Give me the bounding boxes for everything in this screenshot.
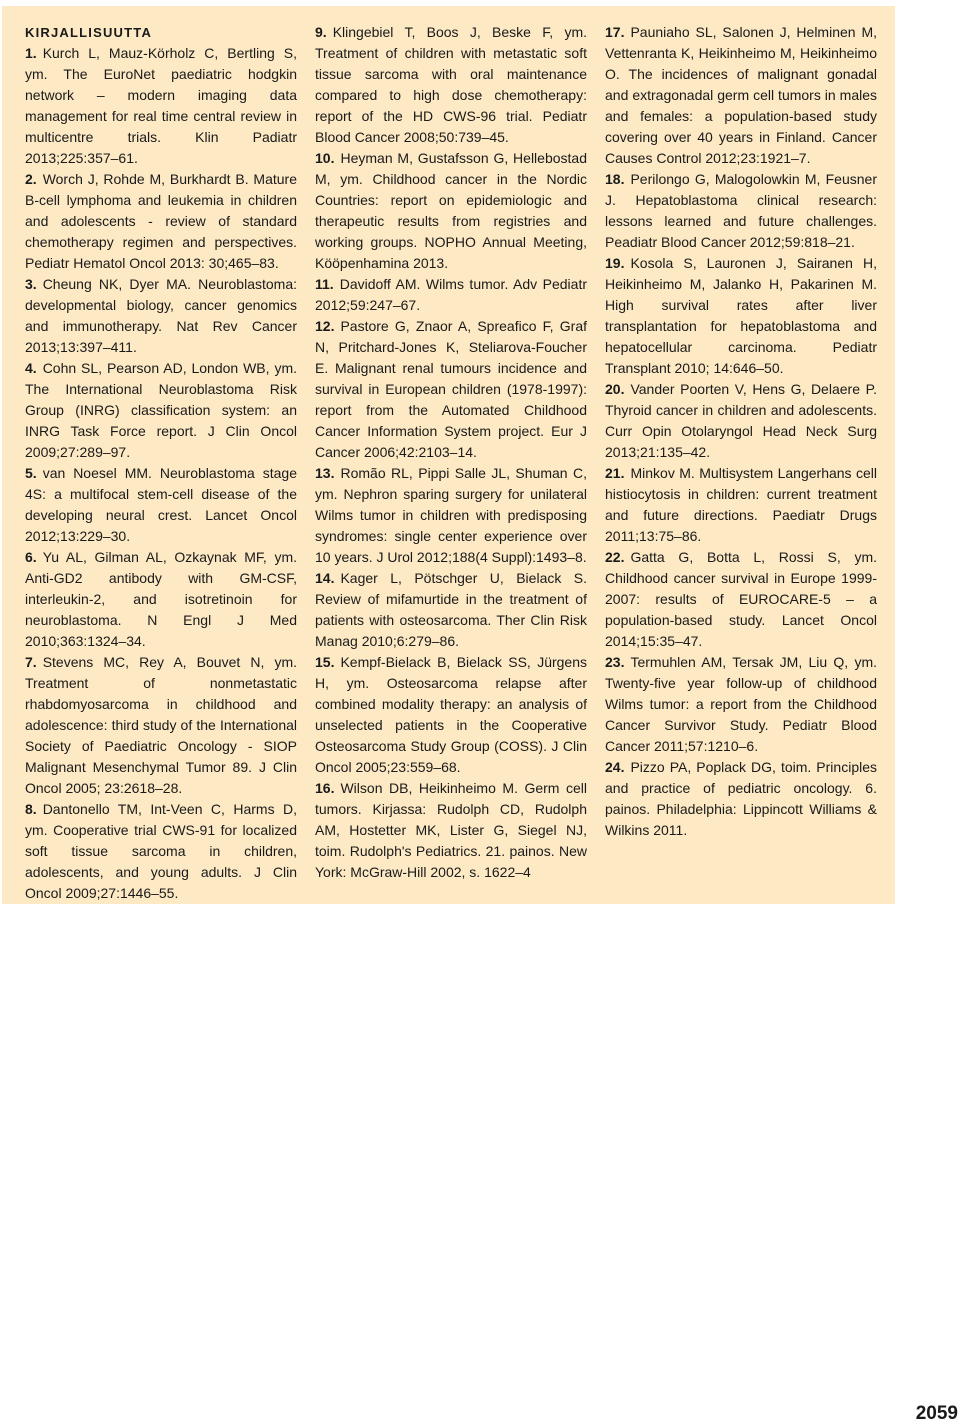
reference-21 (605, 463, 877, 547)
reference-number: 24. (605, 759, 625, 775)
references-column-1 (25, 22, 297, 904)
reference-22 (605, 547, 877, 652)
reference-text: Pizzo PA, Poplack DG, toim. Principles and practice of pediatric oncology. 6. painos. Philadelphia: Lippincott Williams & Wilkins 2011. (605, 759, 877, 838)
references-column-3 (605, 22, 877, 841)
reference-number: 19. (605, 255, 625, 271)
reference-text: Heyman M, Gustafsson G, Hellebostad M, ym. Childhood cancer in the Nordic Countries: report on epidemiologic and therapeutic results from registries and working groups. NOPHO Annual Meeting, Kööpenhamina 2013. (315, 150, 587, 271)
reference-text: Pastore G, Znaor A, Spreafico F, Graf N, Pritchard-Jones K, Steliarova-Foucher E. Malignant renal tumours incidence and survival in European children (1978-1997): report from the Automated Childhood Cancer Information System project. Eur J Cancer 2006;42:2103–14. (315, 318, 587, 460)
reference-number: 2. (25, 171, 37, 187)
reference-number: 12. (315, 318, 335, 334)
reference-number: 13. (315, 465, 335, 481)
reference-number: 17. (605, 24, 625, 40)
reference-number: 16. (315, 780, 335, 796)
reference-text: Perilongo G, Malogolowkin M, Feusner J. Hepatoblastoma clinical research: lessons learned and future challenges. Peadiatr Blood Cancer 2012;59:818–21. (605, 171, 877, 250)
reference-13 (315, 463, 587, 568)
reference-text: Kurch L, Mauz-Körholz C, Bertling S, ym. The EuroNet paediatric hodgkin network – modern imaging data management for real time central review in multicentre trials. Klin Padiatr 2013;225:357–61. (25, 45, 297, 166)
reference-15 (315, 652, 587, 778)
page-number: 2059 (915, 1403, 958, 1424)
reference-number: 20. (605, 381, 625, 397)
reference-number: 14. (315, 570, 335, 586)
reference-text: Kosola S, Lauronen J, Sairanen H, Heikinheimo M, Jalanko H, Pakarinen M. High survival rates after liver transplantation for hepatoblastoma and hepatocellular carcinoma. Pediatr Transplant 2010; 14:646–50. (605, 255, 877, 376)
reference-9 (315, 22, 587, 148)
reference-6 (25, 547, 297, 652)
reference-10 (315, 148, 587, 274)
reference-number: 10. (315, 150, 335, 166)
reference-16 (315, 778, 587, 883)
reference-14 (315, 568, 587, 652)
reference-number: 18. (605, 171, 625, 187)
reference-8 (25, 799, 297, 904)
reference-2 (25, 169, 297, 274)
references-heading: KIRJALLISUUTTA (25, 25, 153, 40)
reference-19 (605, 253, 877, 379)
reference-number: 7. (25, 654, 37, 670)
reference-text: Minkov M. Multisystem Langerhans cell histiocytosis in children: current treatment and future directions. Paediatr Drugs 2011;13:75–86. (605, 465, 877, 544)
reference-number: 22. (605, 549, 625, 565)
reference-20 (605, 379, 877, 463)
reference-text: Davidoff AM. Wilms tumor. Adv Pediatr 2012;59:247–67. (315, 276, 587, 313)
references-column-2 (315, 22, 587, 883)
reference-24 (605, 757, 877, 841)
reference-11 (315, 274, 587, 316)
reference-7 (25, 652, 297, 799)
reference-text: Pauniaho SL, Salonen J, Helminen M, Vettenranta K, Heikinheimo M, Heikinheimo O. The incidences of malignant gonadal and extragonadal germ cell tumors in males and females: a population-based study covering over 40 years in Finland. Cancer Causes Control 2012;23:1921–7. (605, 24, 877, 166)
reference-text: Cheung NK, Dyer MA. Neuroblastoma: developmental biology, cancer genomics and immunotherapy. Nat Rev Cancer 2013;13:397–411. (25, 276, 297, 355)
reference-text: Yu AL, Gilman AL, Ozkaynak MF, ym. Anti-GD2 antibody with GM-CSF, interleukin-2, and isotretinoin for neuroblastoma. N Engl J Med 2010;363:1324–34. (25, 549, 297, 649)
reference-number: 3. (25, 276, 37, 292)
reference-23 (605, 652, 877, 757)
reference-text: Worch J, Rohde M, Burkhardt B. Mature B-cell lymphoma and leukemia in children and adolescents - review of standard chemotherapy regimen and perspectives. Pediatr Hematol Oncol 2013: 30;465–83. (25, 171, 297, 271)
reference-text: Wilson DB, Heikinheimo M. Germ cell tumors. Kirjassa: Rudolph CD, Rudolph AM, Hostetter MK, Lister G, Siegel NJ, toim. Rudolph's Pediatrics. 21. painos. New York: McGraw-Hill 2002, s. 1622–4 (315, 780, 587, 880)
reference-number: 8. (25, 801, 37, 817)
reference-text: Kempf-Bielack B, Bielack SS, Jürgens H, ym. Osteosarcoma relapse after combined modality therapy: an analysis of unselected patients in the Cooperative Osteosarcoma Study Group (COSS). J Clin Oncol 2005;23:559–68. (315, 654, 587, 775)
reference-text: Gatta G, Botta L, Rossi S, ym. Childhood cancer survival in Europe 1999-2007: results of EUROCARE-5 – a population-based study. Lancet Oncol 2014;15:35–47. (605, 549, 877, 649)
reference-4 (25, 358, 297, 463)
reference-5 (25, 463, 297, 547)
reference-number: 4. (25, 360, 37, 376)
reference-1 (25, 43, 297, 169)
reference-text: Romão RL, Pippi Salle JL, Shuman C, ym. Nephron sparing surgery for unilateral Wilms tumor in children with predisposing syndromes: single center experience over 10 years. J Urol 2012;188(4 Suppl):1493–8. (315, 465, 587, 565)
reference-text: Cohn SL, Pearson AD, London WB, ym. The International Neuroblastoma Risk Group (INRG) classification system: an INRG Task Force report. J Clin Oncol 2009;27:289–97. (25, 360, 297, 460)
reference-number: 6. (25, 549, 37, 565)
reference-text: Vander Poorten V, Hens G, Delaere P. Thyroid cancer in children and adolescents. Curr Opin Otolaryngol Head Neck Surg 2013;21:135–42. (605, 381, 877, 460)
reference-text: Termuhlen AM, Tersak JM, Liu Q, ym. Twenty-five year follow-up of childhood Wilms tumor: a report from the Childhood Cancer Survivor Study. Pediatr Blood Cancer 2011;57:1210–6. (605, 654, 877, 754)
reference-number: 15. (315, 654, 335, 670)
reference-text: van Noesel MM. Neuroblastoma stage 4S: a multifocal stem-cell disease of the developing neural crest. Lancet Oncol 2012;13:229–30. (25, 465, 297, 544)
reference-number: 23. (605, 654, 625, 670)
reference-text: Klingebiel T, Boos J, Beske F, ym. Treatment of children with metastatic soft tissue sarcoma with oral maintenance compared to high dose chemotherapy: report of the HD CWS-96 trial. Pediatr Blood Cancer 2008;50:739–45. (315, 24, 587, 145)
reference-text: Kager L, Pötschger U, Bielack S. Review of mifamurtide in the treatment of patients with osteosarcoma. Ther Clin Risk Manag 2010;6:279–86. (315, 570, 587, 649)
reference-18 (605, 169, 877, 253)
reference-3 (25, 274, 297, 358)
reference-12 (315, 316, 587, 463)
reference-number: 1. (25, 45, 37, 61)
reference-number: 9. (315, 24, 327, 40)
reference-text: Dantonello TM, Int-Veen C, Harms D, ym. Cooperative trial CWS-91 for localized soft tissue sarcoma in children, adolescents, and young adults. J Clin Oncol 2009;27:1446–55. (25, 801, 297, 901)
reference-text: Stevens MC, Rey A, Bouvet N, ym. Treatment of nonmetastatic rhabdomyosarcoma in childhood and adolescence: third study of the International Society of Paediatric Oncology - SIOP Malignant Mesenchymal Tumor 89. J Clin Oncol 2005; 23:2618–28. (25, 654, 297, 796)
reference-17 (605, 22, 877, 169)
reference-number: 11. (315, 276, 334, 292)
reference-number: 5. (25, 465, 37, 481)
reference-number: 21. (605, 465, 625, 481)
